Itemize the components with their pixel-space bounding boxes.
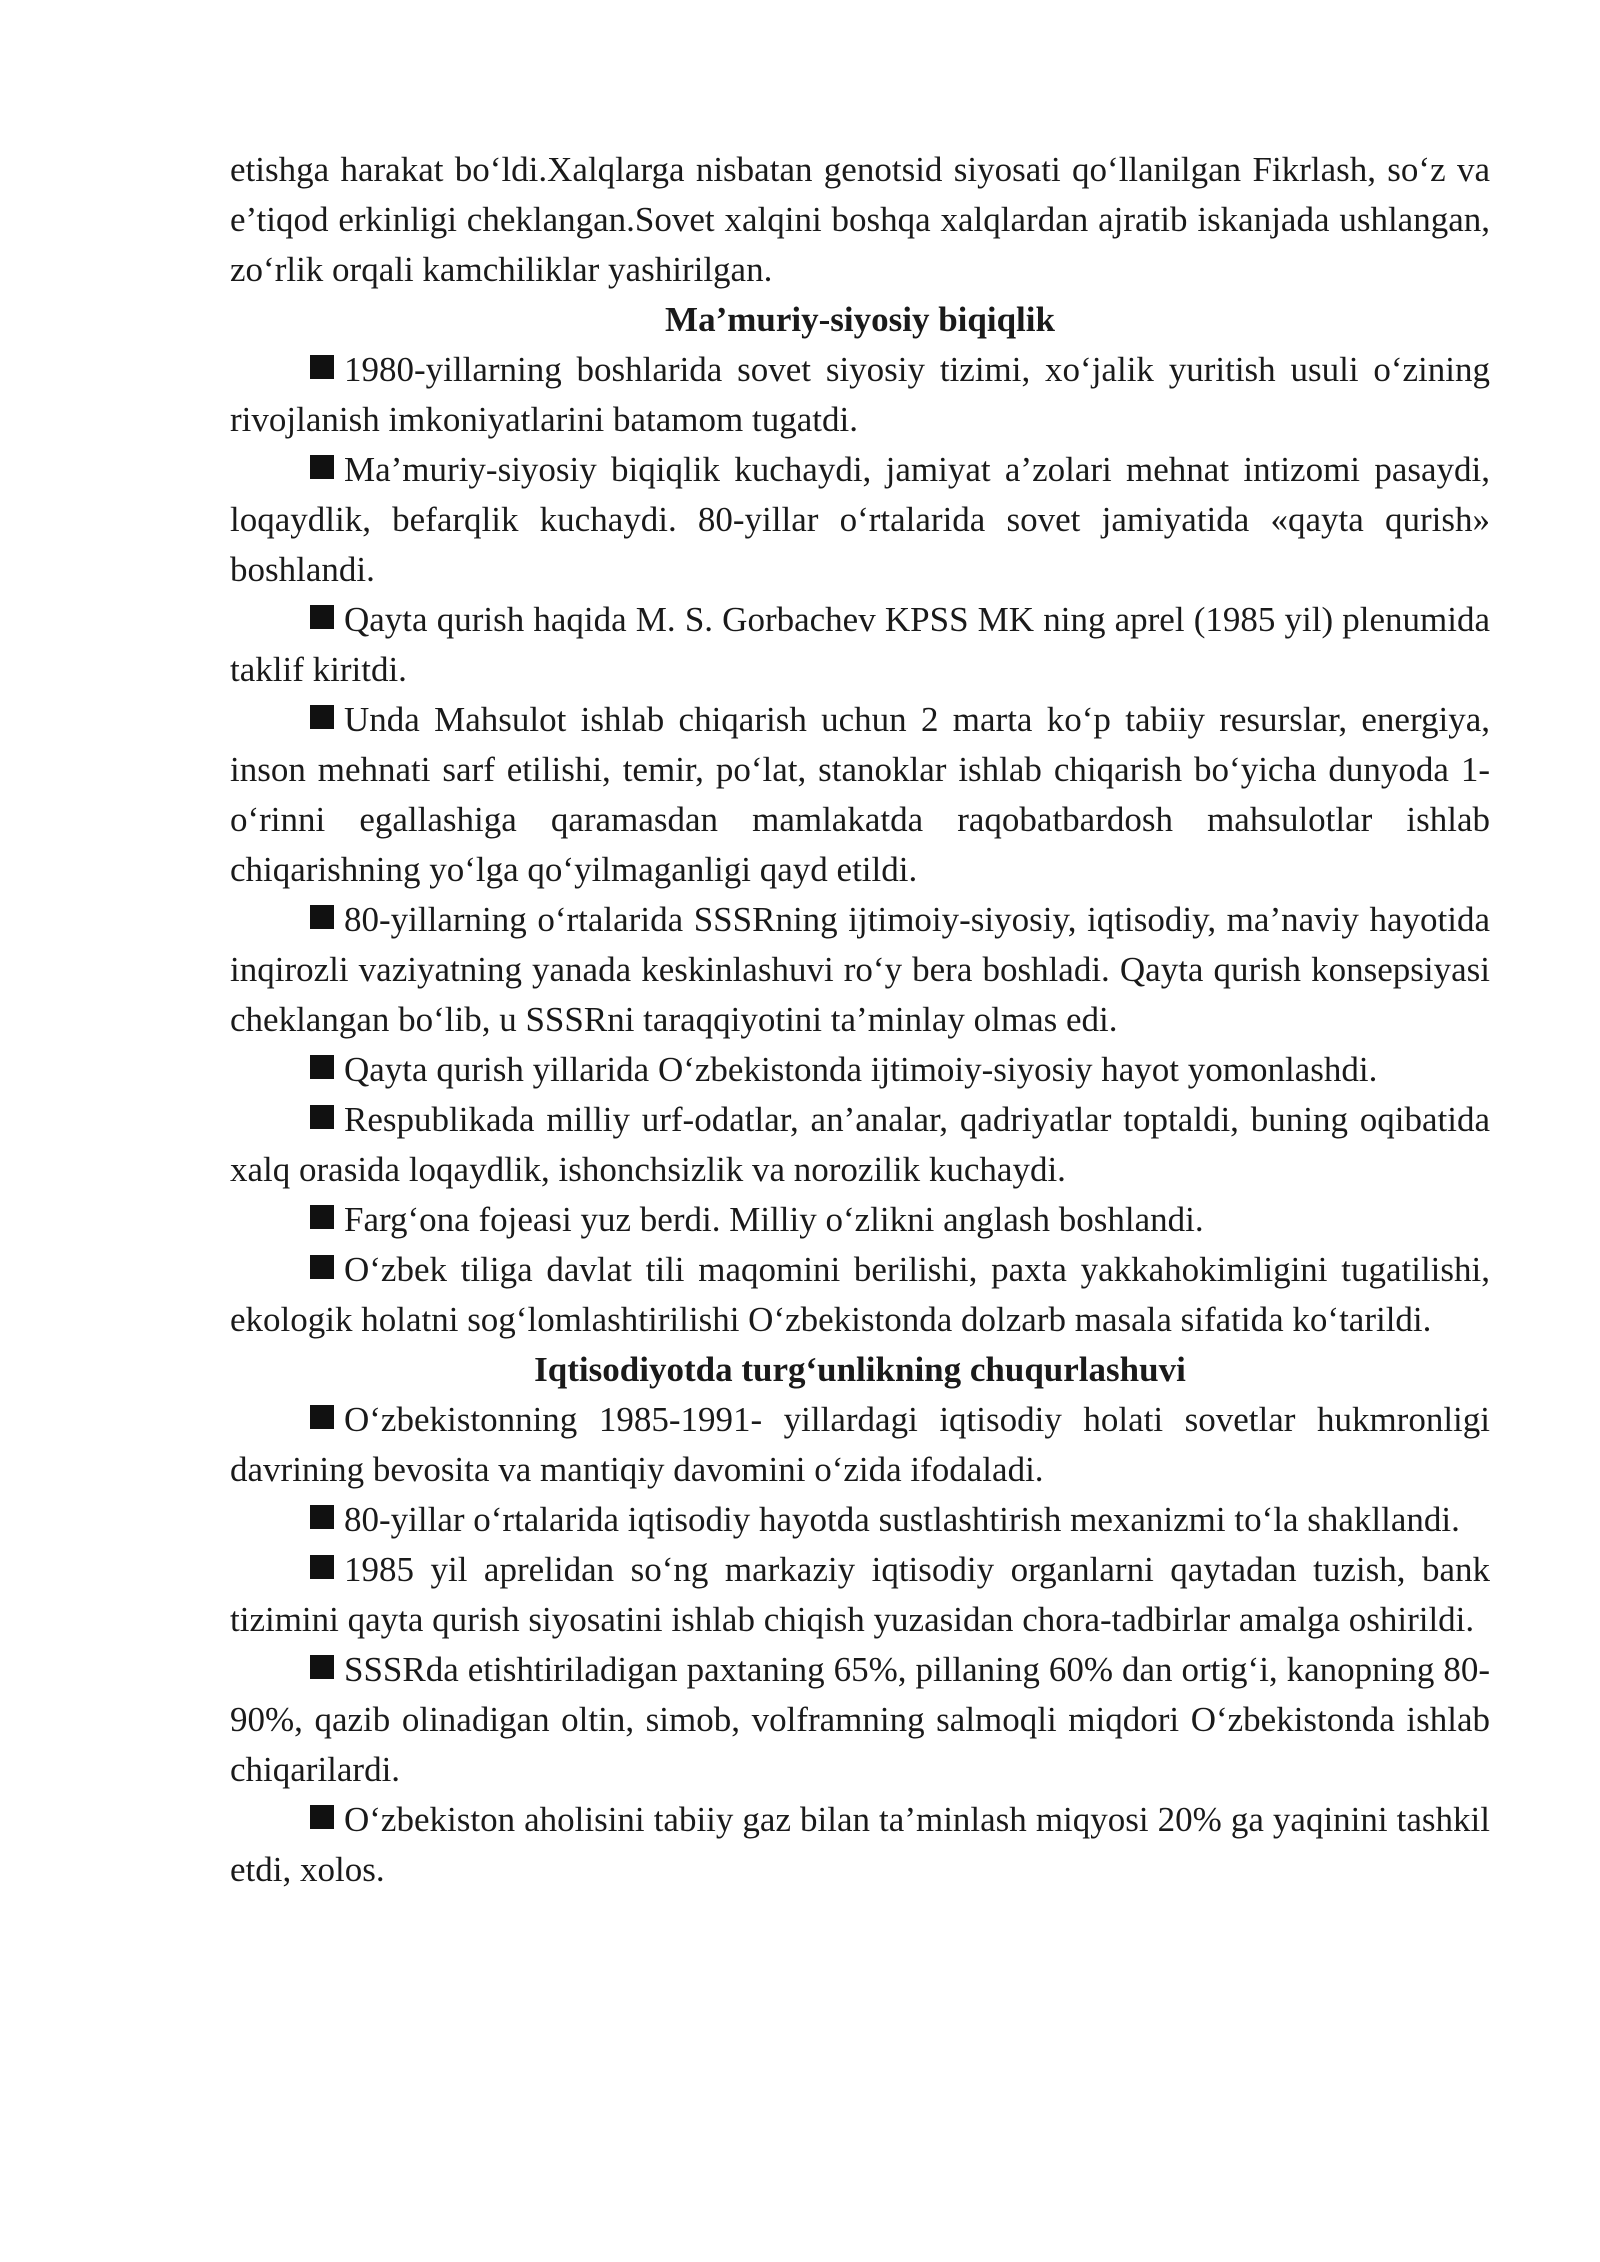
bullet-text: O‘zbekistonning 1985-1991- yillardagi iqtisodiy holati sovetlar hukmronligi davrining bevosita va mantiqiy davomini o‘zida ifodaladi. (230, 1400, 1490, 1489)
bullet-item (230, 1545, 1490, 1645)
black-square-bullet-icon (310, 1655, 334, 1679)
bullet-text: Qayta qurish yillarida O‘zbekistonda ijtimoiy-siyosiy hayot yomonlashdi. (344, 1050, 1378, 1089)
section-heading-iqtisodiyot: Iqtisodiyotda turg‘unlikning chuqurlashuvi (534, 1350, 1186, 1389)
bullet-item (230, 595, 1490, 695)
black-square-bullet-icon (310, 1405, 334, 1429)
bullet-item (230, 1645, 1490, 1795)
bullet-item (230, 1395, 1490, 1495)
black-square-bullet-icon (310, 1105, 334, 1129)
bullet-text: 1985 yil aprelidan so‘ng markaziy iqtisodiy organlarni qaytadan tuzish, bank tizimini qayta qurish siyosatini ishlab chiqish yuzasidan chora-tadbirlar amalga oshirildi. (230, 1550, 1490, 1639)
bullet-text: O‘zbekiston aholisini tabiiy gaz bilan ta’minlash miqyosi 20% ga yaqinini tashkil etdi, xolos. (230, 1800, 1490, 1889)
bullet-item (230, 1095, 1490, 1195)
bullet-text: Farg‘ona fojeasi yuz berdi. Milliy o‘zlikni anglash boshlandi. (344, 1200, 1204, 1239)
black-square-bullet-icon (310, 1255, 334, 1279)
bullet-text: 1980-yillarning boshlarida sovet siyosiy tizimi, xo‘jalik yuritish usuli o‘zining rivojlanish imkoniyatlarini batamom tugatdi. (230, 350, 1490, 439)
bullet-item (230, 1495, 1490, 1545)
black-square-bullet-icon (310, 1555, 334, 1579)
intro-paragraph: etishga harakat bo‘ldi.Xalqlarga nisbatan genotsid siyosati qo‘llanilgan Fikrlash, so‘z va e’tiqod erkinligi cheklangan.Sovet xalqini boshqa xalqlardan ajratib iskanjada ushlangan, zo‘rlik orqali kamchiliklar yashirilgan. (230, 150, 1490, 289)
black-square-bullet-icon (310, 905, 334, 929)
bullet-text: 80-yillarning o‘rtalarida SSSRning ijtimoiy-siyosiy, iqtisodiy, ma’naviy hayotida inqirozli vaziyatning yanada keskinlashuvi ro‘y bera boshladi. Qayta qurish konsepsiyasi cheklangan bo‘lib, u SSSRni taraqqiyotini ta’minlay olmas edi. (230, 900, 1490, 1039)
bullet-text: SSSRda etishtiriladigan paxtaning 65%, pillaning 60% dan ortig‘i, kanopning 80-90%, qazib olinadigan oltin, simob, volframning salmoqli miqdori O‘zbekistonda ishlab chiqarilardi. (230, 1650, 1490, 1789)
document-page (230, 145, 1490, 1895)
bullet-text: 80-yillar o‘rtalarida iqtisodiy hayotda sustlashtirish mexanizmi to‘la shakllandi. (344, 1500, 1460, 1539)
black-square-bullet-icon (310, 1505, 334, 1529)
bullet-item (230, 445, 1490, 595)
bullet-text: Respublikada milliy urf-odatlar, an’analar, qadriyatlar toptaldi, buning oqibatida xalq orasida loqaydlik, ishonchsizlik va norozilik kuchaydi. (230, 1100, 1490, 1189)
black-square-bullet-icon (310, 1055, 334, 1079)
bullet-text: Ma’muriy-siyosiy biqiqlik kuchaydi, jamiyat a’zolari mehnat intizomi pasaydi, loqaydlik, befarqlik kuchaydi. 80-yillar o‘rtalarida sovet jamiyatida «qayta qurish» boshlandi. (230, 450, 1490, 589)
bullet-item (230, 1245, 1490, 1345)
bullet-text: Qayta qurish haqida M. S. Gorbachev KPSS MK ning aprel (1985 yil) plenumida taklif kiritdi. (230, 600, 1490, 689)
section-heading-mamuriy: Ma’muriy-siyosiy biqiqlik (665, 300, 1055, 339)
black-square-bullet-icon (310, 605, 334, 629)
black-square-bullet-icon (310, 355, 334, 379)
bullet-text: O‘zbek tiliga davlat tili maqomini berilishi, paxta yakkahokimligini tugatilishi, ekologik holatni sog‘lomlashtirilishi O‘zbekistonda dolzarb masala sifatida ko‘tarildi. (230, 1250, 1490, 1339)
black-square-bullet-icon (310, 1805, 334, 1829)
bullet-item (230, 1795, 1490, 1895)
bullet-item (230, 1045, 1490, 1095)
bullet-item (230, 695, 1490, 895)
black-square-bullet-icon (310, 455, 334, 479)
black-square-bullet-icon (310, 1205, 334, 1229)
bullet-item (230, 895, 1490, 1045)
black-square-bullet-icon (310, 705, 334, 729)
bullet-item (230, 345, 1490, 445)
bullet-item (230, 1195, 1490, 1245)
bullet-text: Unda Mahsulot ishlab chiqarish uchun 2 marta ko‘p tabiiy resurslar, energiya, inson mehnati sarf etilishi, temir, po‘lat, stanoklar ishlab chiqarish bo‘yicha dunyoda 1-o‘rinni egallashiga qaramasdan mamlakatda raqobatbardosh mahsulotlar ishlab chiqarishning yo‘lga qo‘yilmaganligi qayd etildi. (230, 700, 1490, 889)
